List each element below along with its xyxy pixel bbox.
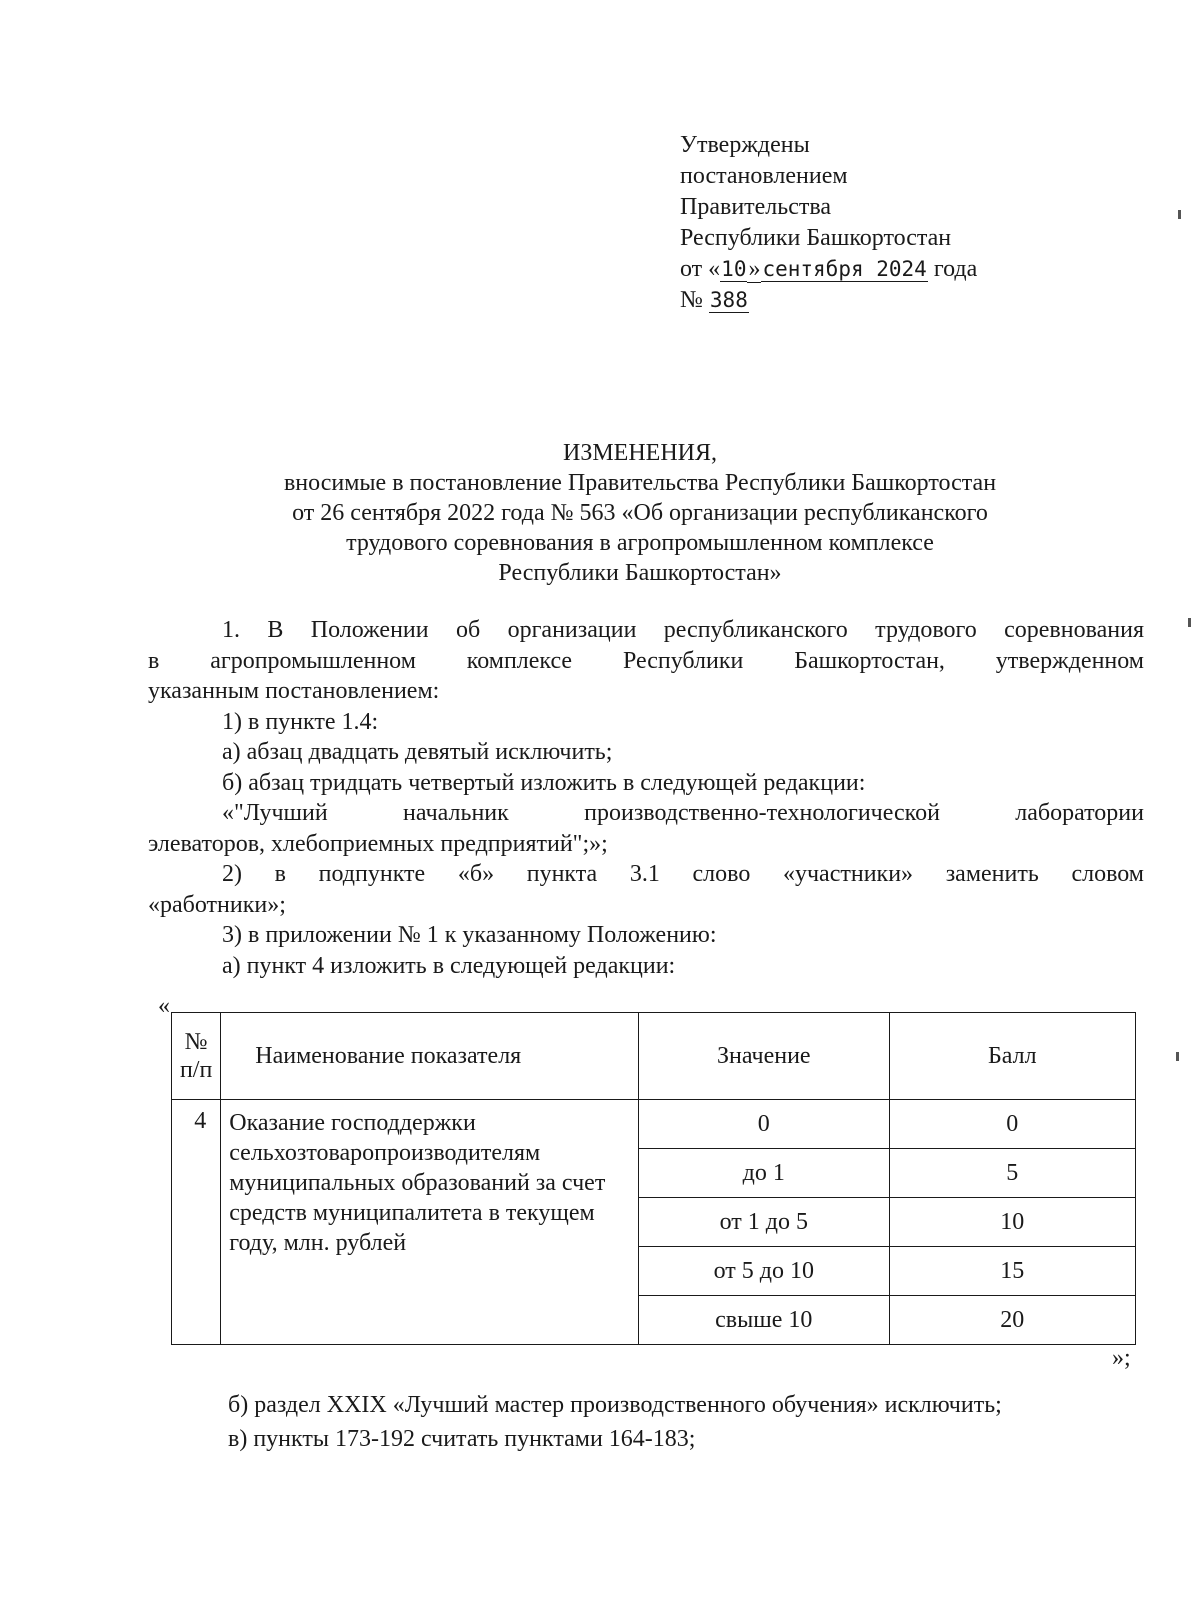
paragraph-line: б) раздел XXIX «Лучший мастер производственного обучения» исключить;: [228, 1392, 1002, 1418]
approval-number: [680, 285, 977, 316]
document-body: [148, 615, 1144, 981]
document-number: 388: [709, 288, 748, 312]
title-heading: ИЗМЕНЕНИЯ,: [562, 440, 718, 466]
date-mid: »: [748, 256, 761, 282]
document-title: [200, 438, 1080, 588]
date-suffix: года: [933, 256, 978, 282]
value-cell: свыше 10: [638, 1296, 889, 1345]
title-line: трудового соревнования в агропромышленном комплексе: [346, 530, 934, 556]
header-name: Наименование показателя: [221, 1013, 639, 1100]
paragraph-line: элеваторов, хлебоприемных предприятий";»;: [148, 830, 608, 857]
table-header-row: [172, 1013, 1136, 1100]
header-points: Балл: [889, 1013, 1135, 1100]
document-tail: [228, 1388, 1002, 1456]
quote-open-mark: «: [158, 993, 170, 1019]
points-cell: 10: [889, 1198, 1135, 1247]
paragraph-line: а) абзац двадцать девятый исключить;: [222, 739, 613, 765]
value-cell: от 5 до 10: [638, 1247, 889, 1296]
value-cell: до 1: [638, 1149, 889, 1198]
title-line: Республики Башкортостан»: [498, 560, 782, 586]
indicator-table: [171, 1012, 1136, 1345]
paragraph-line: 2) в подпункте «б» пункта 3.1 слово «участники» заменить словом: [222, 861, 1144, 887]
number-prefix: №: [680, 287, 703, 313]
paragraph-line: 3) в приложении № 1 к указанному Положению:: [222, 922, 717, 948]
value-cell: от 1 до 5: [638, 1198, 889, 1247]
paragraph-line: а) пункт 4 изложить в следующей редакции:: [222, 952, 676, 979]
paragraph-line: в агропромышленном комплексе Республики Башкортостан, утвержденном: [148, 647, 1144, 674]
points-cell: 20: [889, 1296, 1135, 1345]
scan-speck: [1176, 1052, 1179, 1061]
paragraph-line: б) абзац тридцать четвертый изложить в следующей редакции:: [222, 769, 866, 796]
approval-line: Утверждены: [680, 132, 810, 158]
title-line: от 26 сентября 2022 года № 563 «Об организации республиканского: [292, 500, 988, 526]
title-line: вносимые в постановление Правительства Республики Башкортостан: [283, 470, 997, 496]
scan-speck: [1178, 210, 1181, 219]
row-number: 4: [172, 1100, 221, 1345]
table-row: [172, 1100, 1136, 1149]
points-cell: 5: [889, 1149, 1135, 1198]
paragraph-line: 1) в пункте 1.4:: [222, 708, 379, 735]
value-cell: 0: [638, 1100, 889, 1149]
points-cell: 0: [889, 1100, 1135, 1149]
date-day: 10: [721, 257, 747, 281]
approval-block: [680, 130, 977, 316]
paragraph-line: «работники»;: [148, 891, 286, 918]
paragraph-line: указанным постановлением:: [148, 678, 440, 704]
approval-line: Правительства: [680, 194, 832, 220]
approval-line: постановлением: [680, 163, 848, 189]
points-cell: 15: [889, 1247, 1135, 1296]
quote-close-mark: »;: [1112, 1345, 1131, 1371]
row-indicator-name: Оказание господдержки сельхозтоваропроизводителям муниципальных образований за счет средств муниципалитета в текущем году, млн. рублей: [221, 1100, 639, 1345]
paragraph-line: в) пункты 173-192 считать пунктами 164-183;: [228, 1426, 696, 1452]
paragraph-line: «"Лучший начальник производственно-технологической лаборатории: [222, 800, 1144, 826]
scan-speck: [1188, 618, 1191, 627]
paragraph-line: 1. В Положении об организации республиканского трудового соревнования: [222, 617, 1144, 643]
date-month-year: сентября 2024: [762, 257, 927, 281]
header-no: № п/п: [172, 1013, 221, 1100]
date-prefix: от «: [680, 256, 721, 282]
header-value: Значение: [638, 1013, 889, 1100]
approval-line: Республики Башкортостан: [680, 225, 952, 251]
approval-date: [680, 254, 977, 285]
